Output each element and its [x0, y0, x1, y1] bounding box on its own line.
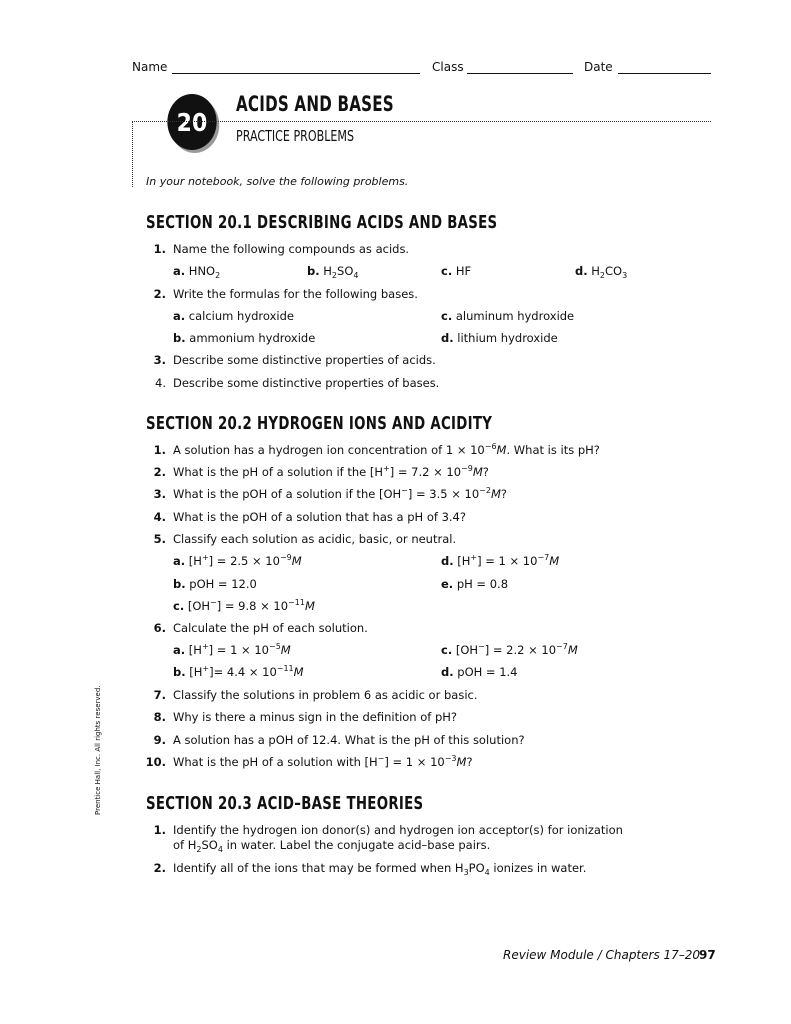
intro-text: In your notebook, solve the following problems. — [146, 175, 409, 188]
section-20-2-title: SECTION 20.2 HYDROGEN IONS AND ACIDITY — [146, 413, 493, 434]
s1-q2d — [441, 331, 558, 345]
s2-q6-number: 6. — [153, 621, 166, 635]
s2-q5-number: 5. — [153, 532, 166, 546]
s3-q1-number: 1. — [153, 823, 166, 837]
s1-q4-text: Describe some distinctive properties of bases. — [173, 376, 440, 390]
chapter-subtitle: PRACTICE PROBLEMS — [236, 127, 355, 145]
section-20-1-title: SECTION 20.1 DESCRIBING ACIDS AND BASES — [146, 212, 498, 233]
s2-q4-text: What is the pOH of a solution that has a pH of 3.4? — [173, 510, 466, 524]
s2-q1-text: A solution has a hydrogen ion concentration of $1 \times 10^{-6}M$. What is its pH? — [173, 442, 600, 457]
s1-q2a — [173, 309, 294, 323]
s2-q6d-text: pOH = 1.4 — [457, 665, 518, 679]
page-number: 97 — [699, 948, 716, 962]
s1-q4-number: 4. — [155, 376, 166, 390]
s1-q2c — [441, 309, 574, 323]
s2-q8-number: 8. — [153, 710, 166, 724]
date-blank[interactable] — [618, 73, 711, 74]
copyright-side-text: Prentice Hall, Inc. All rights reserved. — [94, 685, 102, 815]
s3-q1-line2-text: in water. Label the conjugate acid–base pairs. — [222, 838, 491, 852]
s2-q9-number: 9. — [153, 733, 166, 747]
s1-q1d: d. $H_2CO_3$ — [575, 264, 628, 280]
chapter-title: ACIDS AND BASES — [236, 92, 394, 116]
s3-q1-line2: of $H_2SO_4$ in water. Label the conjugate acid–base pairs. — [173, 838, 491, 854]
s2-q5d: d. $[H^+] = 1 \times 10^{-7}M$ — [441, 553, 560, 568]
s1-q2a-label: a. — [173, 309, 186, 323]
s2-q5e: e. pH = 0.8 — [441, 577, 509, 591]
s1-q2b — [173, 331, 315, 345]
s1-q1-text: Name the following compounds as acids. — [173, 242, 410, 256]
class-label: Class — [432, 60, 464, 74]
s2-q1-number: 1. — [153, 443, 166, 457]
s1-q2d-label: d. — [441, 331, 454, 345]
s2-q7-number: 7. — [153, 688, 166, 702]
s2-q10-number: 10. — [145, 755, 166, 769]
s2-q2-number: 2. — [153, 465, 166, 479]
header-rule — [132, 121, 711, 122]
s3-q2-text: Identify all of the ions that may be formed when $H_3PO_4$ ionizes in water. — [173, 861, 587, 877]
s1-q2d-text: lithium hydroxide — [457, 331, 558, 345]
s1-q2a-text: calcium hydroxide — [188, 309, 294, 323]
name-blank[interactable] — [172, 73, 420, 74]
name-label: Name — [132, 60, 168, 74]
s2-q6d: d. pOH = 1.4 — [441, 665, 518, 679]
s1-q2c-text: aluminum hydroxide — [455, 309, 575, 323]
date-label: Date — [584, 60, 613, 74]
s1-q1-number: 1. — [153, 242, 166, 256]
s2-q2-text: What is the pH of a solution if the $[H^+] = 7.2 \times 10^{-9}M$? — [173, 464, 489, 479]
s1-q1c-text: HF — [455, 264, 472, 278]
s1-q3-number: 3. — [153, 353, 166, 367]
s2-q8-text: Why is there a minus sign in the definition of pH? — [173, 710, 458, 724]
s1-q1c-label: c. — [441, 264, 453, 278]
s1-q1c — [441, 264, 471, 278]
s3-q2-number: 2. — [153, 861, 166, 875]
s1-q2b-text: ammonium hydroxide — [189, 331, 316, 345]
s2-q6a: a. $[H^+] = 1 \times 10^{-5}M$ — [173, 642, 291, 657]
s2-q6c: c. $[OH^-] = 2.2 \times 10^{-7}M$ — [441, 642, 578, 657]
s1-q1b: b. $H_2SO_4$ — [307, 264, 359, 280]
s2-q4-number: 4. — [153, 510, 166, 524]
s2-q5e-text: pH = 0.8 — [456, 577, 509, 591]
s1-q2-text: Write the formulas for the following bases. — [173, 287, 418, 301]
header-rule-vertical — [132, 121, 133, 187]
s1-q1d-label: d. — [575, 264, 588, 278]
s2-q6b: b. $[H^+]= 4.4 \times 10^{-11}M$ — [173, 664, 304, 679]
s2-q3-number: 3. — [153, 487, 166, 501]
s2-q5a: a. $[H^+] = 2.5 \times 10^{-9}M$ — [173, 553, 302, 568]
chapter-number: 20 — [176, 107, 208, 137]
s2-q5c: c. $[OH^-] = 9.8 \times 10^{-11}M$ — [173, 598, 315, 613]
s3-q1-line1: Identify the hydrogen ion donor(s) and hydrogen ion acceptor(s) for ionization — [173, 823, 623, 837]
s1-q1a-label: a. — [173, 264, 186, 278]
s1-q1b-label: b. — [307, 264, 320, 278]
s2-q6-text: Calculate the pH of each solution. — [173, 621, 368, 635]
chapter-number-badge — [167, 94, 216, 150]
s1-q2c-label: c. — [441, 309, 453, 323]
s2-q3-text: What is the pOH of a solution if the $[OH^-] = 3.5 \times 10^{-2}M$? — [173, 486, 508, 501]
s1-q1a: a. $HNO_2$ — [173, 264, 221, 280]
s1-q2-number: 2. — [153, 287, 166, 301]
s1-q3-text: Describe some distinctive properties of acids. — [173, 353, 436, 367]
s2-q9-text: A solution has a pOH of 12.4. What is the pH of this solution? — [173, 733, 525, 747]
s2-q7-text: Classify the solutions in problem 6 as acidic or basic. — [173, 688, 478, 702]
class-blank[interactable] — [467, 73, 573, 74]
s2-q10-text: What is the pH of a solution with $[H^-] = 1 \times 10^{-3}M$? — [173, 754, 473, 769]
s2-q5-text: Classify each solution as acidic, basic, or neutral. — [173, 532, 457, 546]
s2-q5b: b. pOH = 12.0 — [173, 577, 257, 591]
s2-q5b-text: pOH = 12.0 — [189, 577, 257, 591]
s1-q2b-label: b. — [173, 331, 186, 345]
section-20-3-title: SECTION 20.3 ACID–BASE THEORIES — [146, 793, 424, 814]
footer-text: Review Module / Chapters 17–20 — [503, 948, 701, 962]
